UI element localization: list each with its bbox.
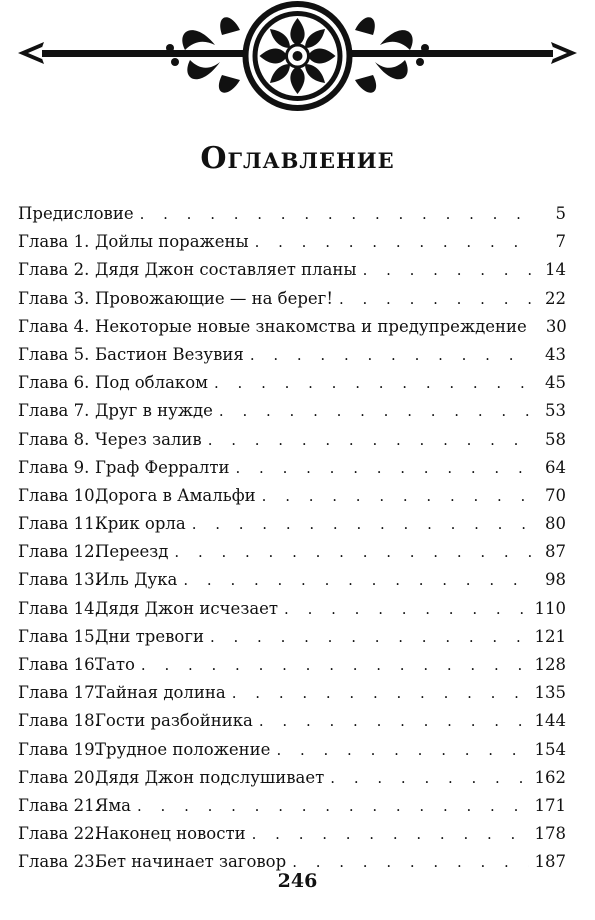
toc-page-number: 98: [545, 570, 566, 590]
dot-leader: [363, 256, 532, 284]
toc-entry: [18, 369, 566, 397]
toc-chapter-title: Дойлы поражены: [95, 232, 249, 252]
toc-page-number: 121: [534, 626, 566, 646]
toc-page-number: 7: [555, 232, 566, 252]
toc-chapter-label: Глава 11.: [18, 514, 100, 534]
toc-entry: [18, 285, 566, 313]
toc-page-number: 162: [534, 767, 566, 787]
toc-page-number: 80: [545, 514, 566, 534]
toc-chapter-label: Глава 15.: [18, 626, 100, 646]
page-title: Оглавление: [200, 141, 395, 176]
toc-entry: [18, 341, 566, 369]
toc-entry: [18, 679, 566, 707]
toc-entry: [18, 313, 566, 341]
toc-chapter-label: Глава 17.: [18, 683, 100, 703]
toc-chapter-title: Наконец новости: [95, 824, 246, 844]
toc-chapter-label: Глава 6.: [18, 373, 90, 393]
toc-page-number: 187: [534, 852, 566, 872]
dot-leader: [232, 679, 529, 707]
toc-entry: [18, 764, 566, 792]
toc-chapter-title: Бет начинает заговор: [95, 852, 287, 872]
toc-chapter-label: Глава 1.: [18, 232, 90, 252]
dot-leader: [339, 285, 532, 313]
toc-chapter-title: Крик орла: [95, 514, 186, 534]
dot-leader: [140, 200, 532, 228]
toc-chapter-label: Глава 12.: [18, 542, 100, 562]
toc-chapter-title: Граф Ферралти: [95, 457, 230, 477]
toc-chapter-title: Через залив: [95, 429, 202, 449]
toc-entry: [18, 482, 566, 510]
dot-leader: [137, 792, 529, 820]
dot-leader: [183, 566, 532, 594]
toc-chapter-title: Дни тревоги: [95, 626, 204, 646]
toc-chapter-title: Дядя Джон исчезает: [95, 598, 279, 618]
toc-chapter-label: Глава 20.: [18, 767, 100, 787]
toc-page-number: 135: [534, 683, 566, 703]
toc-chapter-label: Глава 16.: [18, 655, 100, 674]
toc-entry: [18, 228, 566, 256]
toc-chapter-title: Дядя Джон составляет планы: [95, 260, 357, 280]
toc-entry: [18, 397, 566, 425]
toc-chapter-label: Глава 7.: [18, 401, 90, 421]
toc-entry: [18, 200, 566, 228]
toc-chapter-title: Яма: [95, 795, 131, 815]
toc-chapter-title: Дорога в Амальфи: [95, 485, 256, 505]
toc-entry: [18, 454, 566, 482]
dot-leader: [330, 764, 528, 792]
toc-page-number: 58: [545, 429, 566, 449]
toc-page-number: 64: [545, 457, 566, 477]
toc-entry: [18, 566, 566, 594]
toc-page-number: 154: [534, 739, 566, 759]
toc-chapter-title: Друг в нужде: [95, 401, 213, 421]
dot-leader: [259, 707, 529, 735]
page-number: 246: [277, 870, 318, 892]
toc-chapter-title: Предисловие: [18, 204, 134, 223]
toc-chapter-title: Под облаком: [95, 373, 208, 393]
dot-leader: [174, 538, 532, 566]
toc-chapter-label: Глава 22.: [18, 824, 100, 844]
dot-leader: [255, 228, 532, 256]
dot-leader: [141, 651, 529, 679]
toc-entry: [18, 538, 566, 566]
toc-chapter-label: Глава 21.: [18, 795, 100, 815]
toc-page-number: 70: [545, 485, 566, 505]
toc-chapter-label: Глава 13.: [18, 570, 100, 590]
toc-chapter-label: Глава 8.: [18, 429, 90, 449]
toc-chapter-title: Трудное положение: [95, 739, 271, 759]
toc-entry: [18, 707, 566, 735]
toc-entry: [18, 651, 566, 679]
toc-chapter-label: Глава 9.: [18, 457, 90, 477]
dot-leader: [208, 426, 532, 454]
toc-chapter-label: Глава 14.: [18, 598, 100, 618]
table-of-contents: [18, 200, 566, 877]
toc-chapter-label: Глава 2.: [18, 260, 90, 280]
dot-leader: [236, 454, 532, 482]
toc-page-number: 53: [545, 401, 566, 421]
toc-chapter-title: Тато: [95, 655, 135, 674]
dot-leader: [219, 397, 532, 425]
toc-chapter-title: Бастион Везувия: [95, 344, 244, 364]
toc-page-number: 128: [534, 655, 566, 674]
toc-page-number: 5: [555, 204, 566, 223]
dot-leader: [284, 595, 528, 623]
toc-entry: [18, 736, 566, 764]
toc-chapter-label: Глава 3.: [18, 288, 90, 308]
dot-leader: [192, 510, 532, 538]
dot-leader: [214, 369, 532, 397]
toc-chapter-title: Тайная долина: [95, 683, 226, 703]
toc-chapter-label: Глава 10.: [18, 485, 100, 505]
toc-chapter-title: Переезд: [95, 542, 169, 562]
toc-chapter-title: Дядя Джон подслушивает: [95, 767, 325, 787]
ornamental-rosette-icon: [0, 0, 595, 135]
toc-chapter-title: Некоторые новые знакомства и предупреждение: [95, 316, 527, 336]
toc-entry: [18, 426, 566, 454]
toc-entry: [18, 510, 566, 538]
toc-chapter-label: Глава 23.: [18, 852, 100, 872]
toc-entry: [18, 792, 566, 820]
toc-page-number: 30: [545, 316, 567, 336]
dot-leader: [250, 341, 532, 369]
dot-leader: [276, 736, 528, 764]
toc-page-number: 178: [534, 824, 566, 844]
toc-chapter-label: Глава 5.: [18, 344, 90, 364]
toc-page-number: 171: [534, 795, 566, 815]
toc-page-number: 110: [534, 598, 566, 618]
toc-page-number: 22: [545, 288, 566, 308]
toc-page-number: 144: [534, 711, 566, 731]
toc-chapter-title: Иль Дука: [95, 570, 178, 590]
dot-leader: [252, 820, 529, 848]
toc-chapter-label: Глава 19.: [18, 739, 100, 759]
toc-page-number: 45: [545, 373, 566, 393]
toc-chapter-label: Глава 18.: [18, 711, 100, 731]
dot-leader: [262, 482, 532, 510]
toc-page-number: 87: [545, 542, 566, 562]
toc-entry: [18, 595, 566, 623]
toc-page-number: 43: [545, 344, 566, 364]
toc-page-number: 14: [545, 260, 566, 280]
toc-chapter-label: Глава 4.: [18, 316, 90, 336]
toc-entry: [18, 256, 566, 284]
dot-leader: [210, 623, 529, 651]
toc-chapter-title: Провожающие — на берег!: [95, 288, 333, 308]
toc-entry: [18, 820, 566, 848]
toc-entry: [18, 623, 566, 651]
toc-chapter-title: Гости разбойника: [95, 711, 253, 731]
